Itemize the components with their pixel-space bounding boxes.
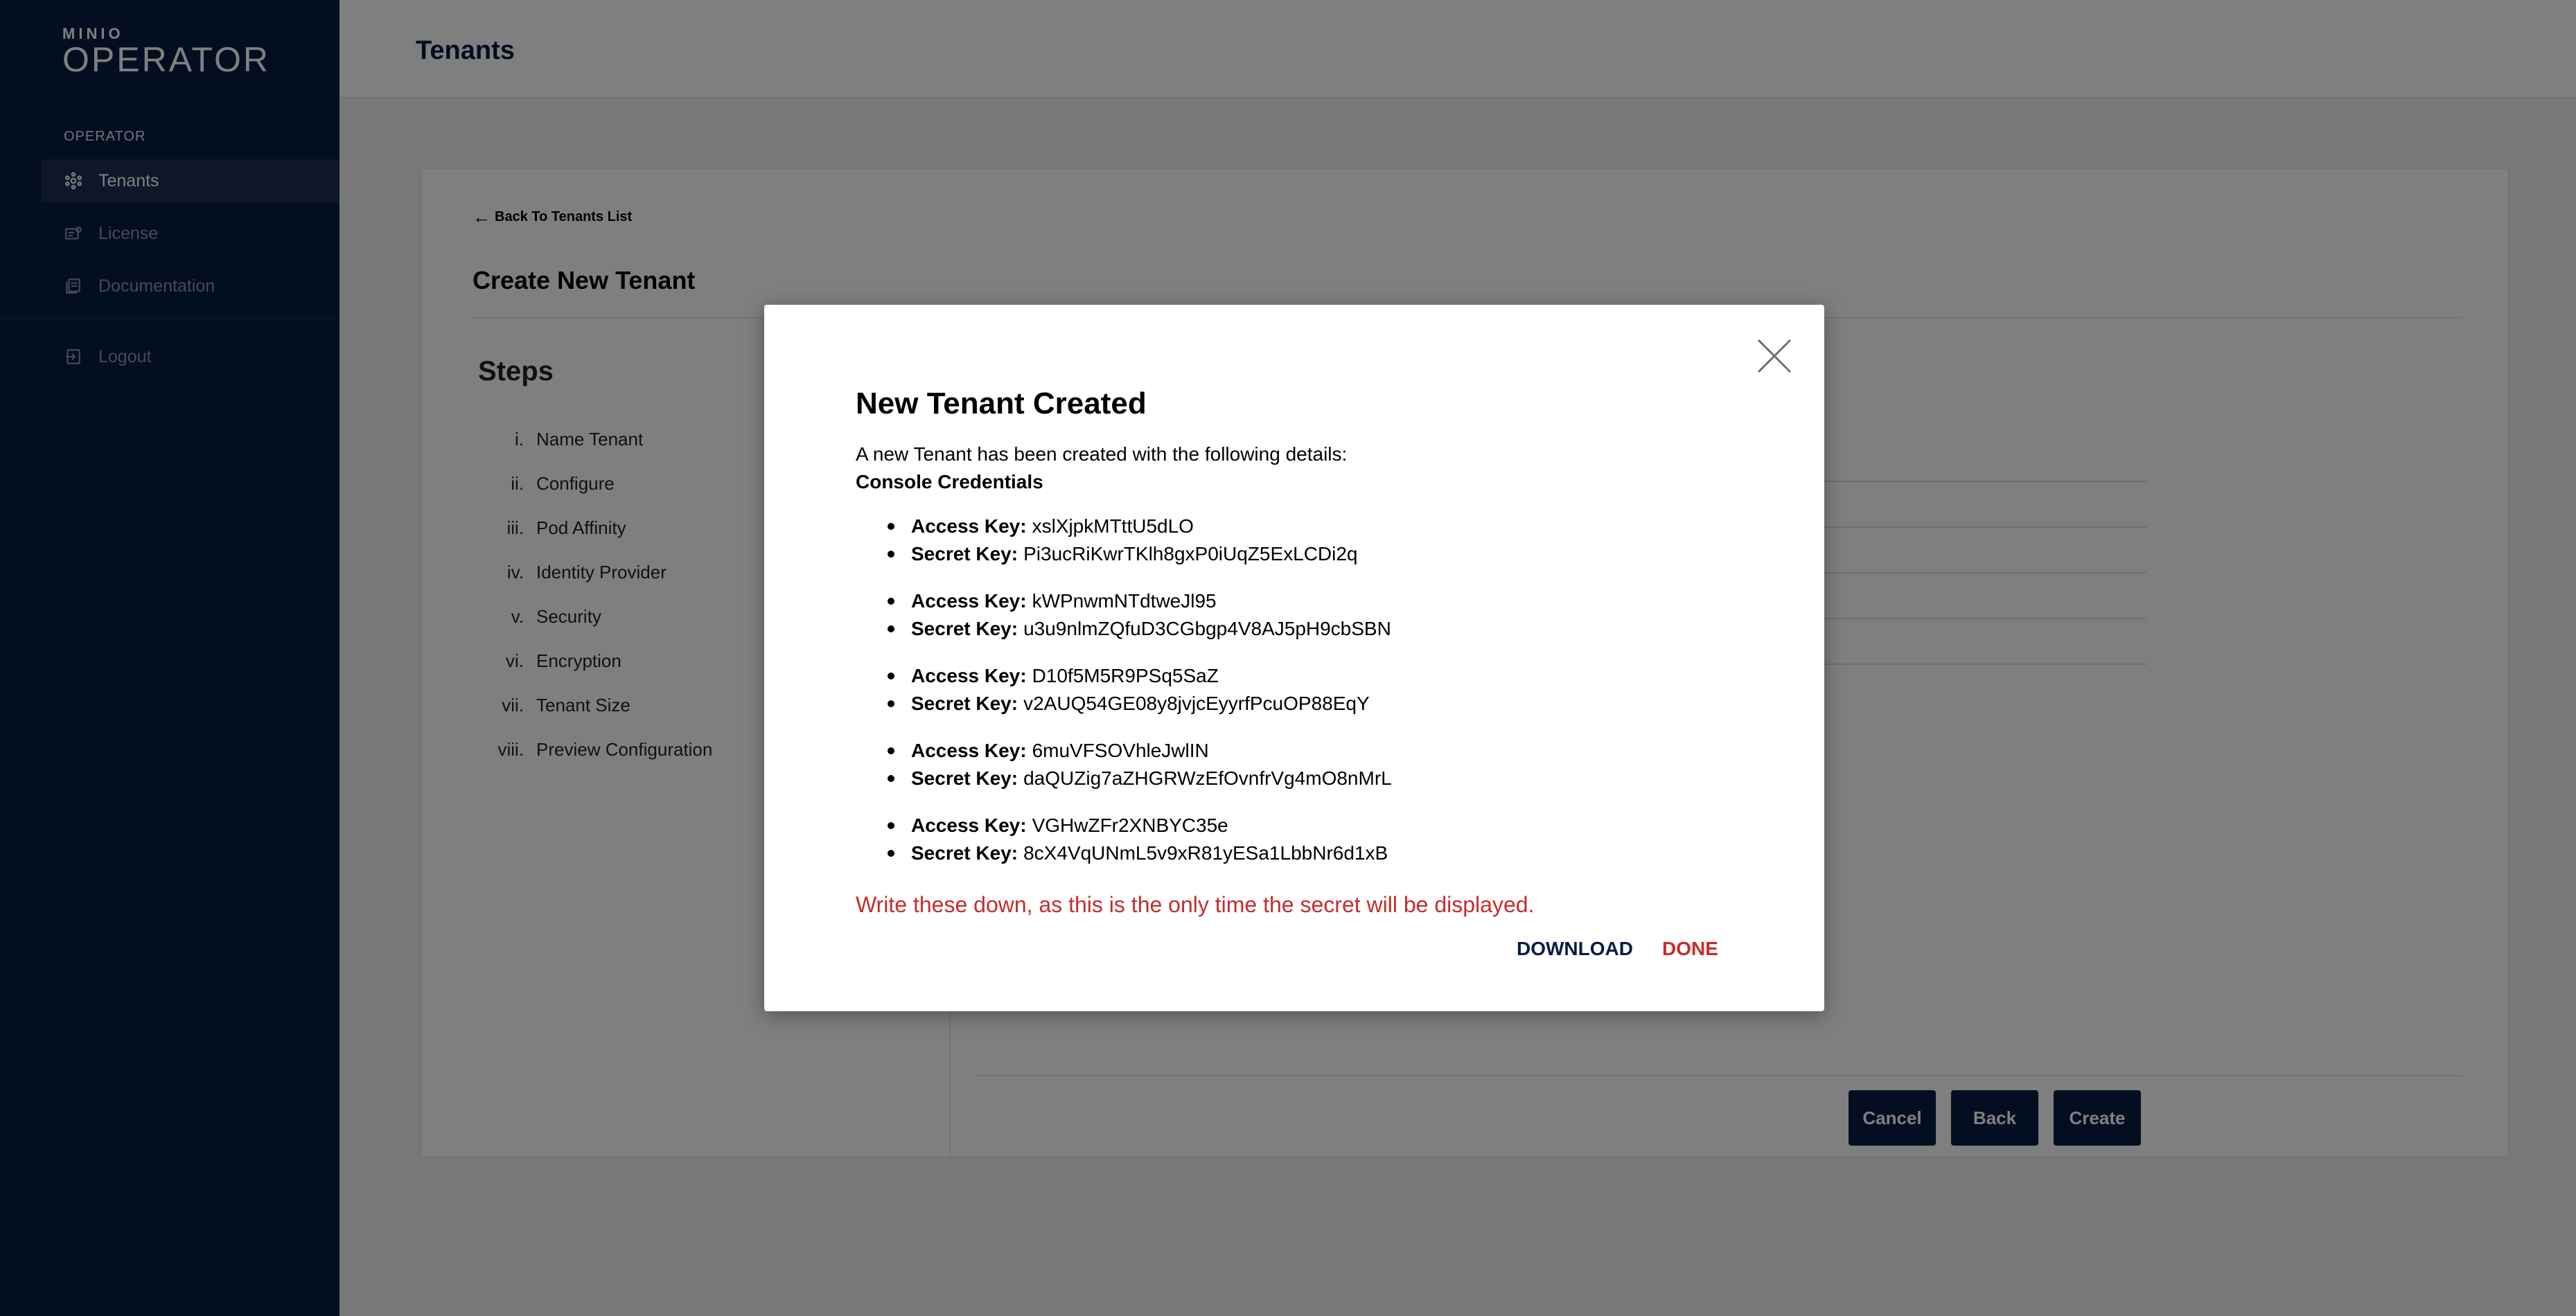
- secret-key-label: Secret Key:: [911, 842, 1018, 864]
- secret-key-value: Pi3ucRiKwrTKlh8gxP0iUqZ5ExLCDi2q: [1023, 543, 1358, 564]
- access-key-label: Access Key:: [911, 515, 1027, 537]
- access-key-label: Access Key:: [911, 665, 1027, 686]
- secret-key-label: Secret Key:: [911, 693, 1018, 714]
- credential-pair: [911, 587, 1743, 643]
- bullet-icon: [888, 775, 894, 782]
- dialog-subtitle: Console Credentials: [856, 471, 1043, 492]
- access-key-value: xslXjpkMTttU5dLO: [1032, 515, 1194, 537]
- bullet-icon: [888, 700, 894, 707]
- credential-pair: [911, 737, 1743, 792]
- secret-key-row: [911, 765, 1743, 792]
- secret-key-value: 8cX4VqUNmL5v9xR81yESa1LbbNr6d1xB: [1023, 842, 1388, 864]
- access-key-row: [911, 662, 1743, 690]
- bullet-icon: [888, 625, 894, 632]
- download-button[interactable]: DOWNLOAD: [1517, 938, 1633, 959]
- access-key-label: Access Key:: [911, 815, 1027, 836]
- access-key-value: 6muVFSOVhleJwlIN: [1032, 740, 1209, 761]
- secret-key-value: v2AUQ54GE08y8jvjcEyyrfPcuOP88EqY: [1023, 693, 1370, 714]
- bullet-icon: [888, 598, 894, 605]
- bullet-icon: [888, 822, 894, 829]
- access-key-label: Access Key:: [911, 740, 1027, 761]
- close-button[interactable]: [1754, 335, 1795, 377]
- done-button[interactable]: DONE: [1662, 938, 1718, 959]
- secret-key-value: u3u9nlmZQfuD3CGbgp4V8AJ5pH9cbSBN: [1023, 618, 1391, 639]
- secret-key-label: Secret Key:: [911, 618, 1018, 639]
- bullet-icon: [888, 673, 894, 679]
- secret-key-label: Secret Key:: [911, 767, 1018, 789]
- access-key-value: kWPnwmNTdtweJl95: [1032, 590, 1217, 612]
- credential-pair: [911, 662, 1743, 718]
- access-key-row: [911, 587, 1743, 615]
- credential-pair: [911, 513, 1743, 568]
- secret-key-value: daQUZig7aZHGRWzEfOvnfrVg4mO8nMrL: [1023, 767, 1392, 789]
- dialog-intro: A new Tenant has been created with the following details:: [856, 443, 1348, 465]
- access-key-row: [911, 812, 1743, 839]
- bullet-icon: [888, 551, 894, 558]
- secret-key-row: [911, 540, 1743, 568]
- secret-key-row: [911, 615, 1743, 643]
- access-key-row: [911, 513, 1743, 540]
- bullet-icon: [888, 523, 894, 530]
- bullet-icon: [888, 850, 894, 857]
- secret-key-row: [911, 839, 1743, 867]
- dialog-title: New Tenant Created: [856, 386, 1147, 420]
- tenant-created-dialog: [764, 305, 1824, 1011]
- secret-key-label: Secret Key:: [911, 543, 1018, 564]
- bullet-icon: [888, 747, 894, 754]
- secret-key-row: [911, 690, 1743, 718]
- credentials-list: [911, 513, 1743, 887]
- credential-pair: [911, 812, 1743, 867]
- close-icon: [1756, 337, 1793, 375]
- access-key-label: Access Key:: [911, 590, 1027, 612]
- access-key-value: D10f5M5R9PSq5SaZ: [1032, 665, 1219, 686]
- access-key-value: VGHwZFr2XNBYC35e: [1032, 815, 1228, 836]
- access-key-row: [911, 737, 1743, 765]
- secret-warning-message: Write these down, as this is the only time the secret will be displayed.: [856, 892, 1535, 917]
